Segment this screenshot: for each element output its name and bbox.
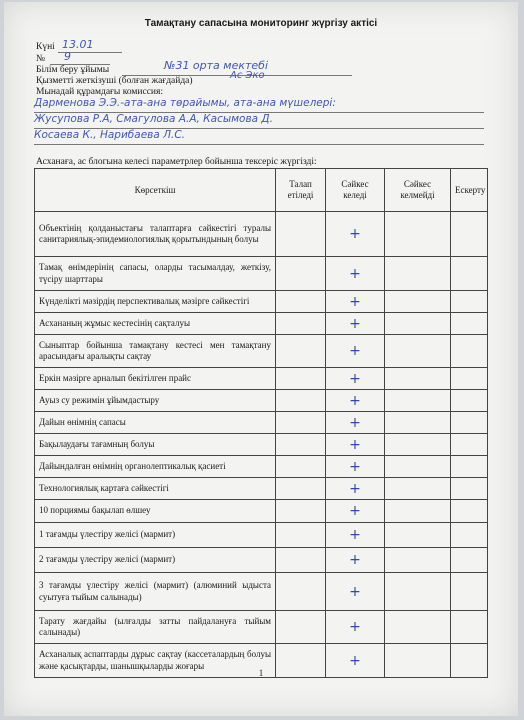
- row-indicator: Бақылаудағы тағамның болуы: [35, 434, 276, 456]
- supplier-label: Қызметті жеткізуші (болған жағдайда): [36, 76, 193, 86]
- required-cell: [276, 611, 326, 644]
- check-mark: +: [349, 293, 361, 310]
- noncompliant-cell: [385, 313, 451, 335]
- row-indicator: Тарату жағдайы (ылғалды затты пайдалануға тыйым салынады): [35, 611, 276, 644]
- check-mark: +: [349, 652, 361, 669]
- note-cell: [451, 573, 488, 611]
- note-cell: [451, 368, 488, 390]
- required-cell: [276, 548, 326, 573]
- check-mark: +: [349, 343, 361, 359]
- note-cell: [451, 335, 488, 368]
- check-mark: +: [349, 619, 361, 635]
- noncompliant-cell: [385, 257, 451, 291]
- noncompliant-cell: [385, 412, 451, 434]
- school-value: №31 орта мектебі: [164, 59, 269, 72]
- noncompliant-cell: [385, 434, 451, 456]
- table-row: [35, 412, 488, 434]
- note-cell: [451, 390, 488, 412]
- document-title: Тамақтану сапасына мониторинг жүргізу актісі: [144, 18, 378, 29]
- required-cell: [276, 313, 326, 335]
- check-mark: +: [349, 552, 361, 568]
- compliant-cell: [326, 434, 385, 456]
- page-number: 1: [258, 668, 264, 678]
- row-indicator: Сыныптар бойынша тамақтану кестесі мен тамақтану арасындағы аралықты сақтау: [35, 335, 276, 368]
- required-cell: [276, 257, 326, 291]
- header-indicator: Көрсеткіш: [35, 169, 276, 212]
- commission-line-3: Косаева К., Нарибаева Л.С.: [34, 129, 186, 141]
- note-cell: [451, 434, 488, 456]
- compliant-cell: [326, 390, 385, 412]
- note-cell: [451, 412, 488, 434]
- required-cell: [276, 390, 326, 412]
- check-mark: +: [349, 414, 361, 431]
- check-mark: +: [349, 315, 361, 332]
- required-cell: [276, 523, 326, 548]
- required-cell: [276, 573, 326, 611]
- table-row: [35, 523, 488, 548]
- noncompliant-cell: [385, 548, 451, 573]
- intro-text: Асханаға, ас блогына келесі параметрлер бойынша тексеріс жүргізді:: [36, 157, 317, 167]
- table-row: [35, 335, 488, 368]
- required-cell: [276, 368, 326, 390]
- noncompliant-cell: [385, 500, 451, 523]
- required-cell: [276, 291, 326, 313]
- row-indicator: 1 тағамды үлестіру желісі (мармит): [35, 523, 276, 548]
- table-row: [35, 368, 488, 390]
- row-indicator: Тамақ өнімдерінің сапасы, оларды тасымалдау, жеткізу, түсіру шарттары: [35, 257, 276, 291]
- check-mark: +: [349, 480, 361, 497]
- header-note: Ескерту: [451, 169, 488, 212]
- number-label: №: [36, 54, 46, 64]
- row-indicator: 10 порциямы бақылап өлшеу: [35, 500, 276, 523]
- compliant-cell: [326, 611, 385, 644]
- row-indicator: Асханалық аспаптарды дұрыс сақтау (кассеталардың болуы және қасықтарды, шанышқыларды жоғары: [35, 644, 276, 678]
- check-mark: +: [349, 527, 361, 543]
- header-noncompliant: Сәйкес келмейді: [385, 169, 451, 212]
- noncompliant-cell: [385, 611, 451, 644]
- compliant-cell: [326, 456, 385, 478]
- noncompliant-cell: [385, 456, 451, 478]
- note-cell: [451, 456, 488, 478]
- compliant-cell: [326, 548, 385, 573]
- note-cell: [451, 257, 488, 291]
- required-cell: [276, 456, 326, 478]
- note-cell: [451, 291, 488, 313]
- note-cell: [451, 548, 488, 573]
- supplier-value: Ас Эко: [230, 70, 265, 81]
- table-row: [35, 573, 488, 611]
- table-row: [35, 257, 488, 291]
- check-mark: +: [349, 436, 361, 453]
- date-value: 13.01: [62, 38, 94, 51]
- note-cell: [451, 313, 488, 335]
- table-row: [35, 456, 488, 478]
- noncompliant-cell: [385, 335, 451, 368]
- table-header-row: [35, 169, 488, 212]
- noncompliant-cell: [385, 212, 451, 257]
- required-cell: [276, 500, 326, 523]
- check-mark: +: [349, 458, 361, 475]
- note-cell: [451, 523, 488, 548]
- commission-label: Мынадай құрамдағы комиссия:: [36, 87, 164, 97]
- table-row: [35, 212, 488, 257]
- required-cell: [276, 478, 326, 500]
- note-cell: [451, 212, 488, 257]
- header-compliant: Сәйкес келеді: [326, 169, 385, 212]
- compliant-cell: [326, 291, 385, 313]
- compliant-cell: [326, 313, 385, 335]
- table-row: [35, 313, 488, 335]
- compliant-cell: [326, 257, 385, 291]
- number-value: 9: [64, 50, 71, 63]
- compliant-cell: [326, 335, 385, 368]
- compliant-cell: [326, 478, 385, 500]
- compliant-cell: [326, 573, 385, 611]
- check-mark: +: [349, 583, 361, 600]
- row-indicator: 3 тағамды үлестіру желісі (мармит) (алюминий ыдыста суытуға тыйым салынады): [35, 573, 276, 611]
- row-indicator: Асхананың жұмыс кестесінің сақталуы: [35, 313, 276, 335]
- row-indicator: 2 тағамды үлестіру желісі (мармит): [35, 548, 276, 573]
- row-indicator: Дайындалған өнімнің органолептикалық қасиеті: [35, 456, 276, 478]
- required-cell: [276, 412, 326, 434]
- noncompliant-cell: [385, 523, 451, 548]
- row-indicator: Технологиялық картаға сәйкестігі: [35, 478, 276, 500]
- required-cell: [276, 434, 326, 456]
- table-row: [35, 291, 488, 313]
- document-page: [4, 2, 518, 716]
- compliant-cell: [326, 412, 385, 434]
- table-row: [35, 500, 488, 523]
- commission-line-2: Жусупова Р.А, Смагулова А.А, Касымова Д.: [34, 113, 273, 125]
- header-required: Талап етіледі: [276, 169, 326, 212]
- noncompliant-cell: [385, 368, 451, 390]
- note-cell: [451, 611, 488, 644]
- note-cell: [451, 478, 488, 500]
- table-row: [35, 548, 488, 573]
- table-row: [35, 611, 488, 644]
- row-indicator: Объектінің қолданыстағы талаптарға сәйкестігі туралы санитариялық-эпидемиологиялық қорытындының болуы: [35, 212, 276, 257]
- date-label: Күні: [36, 42, 55, 52]
- noncompliant-cell: [385, 291, 451, 313]
- commission-line-1: Дарменова Э.Э.-ата-ана төрайымы, ата-ана мүшелері:: [34, 97, 336, 109]
- noncompliant-cell: [385, 390, 451, 412]
- table-row: [35, 478, 488, 500]
- row-indicator: Еркін мәзірге арналып бекітілген прайс: [35, 368, 276, 390]
- school-label: Білім беру ұйымы: [36, 65, 110, 75]
- check-mark: +: [349, 503, 361, 519]
- table-row: [35, 434, 488, 456]
- required-cell: [276, 335, 326, 368]
- check-mark: +: [349, 226, 361, 242]
- compliant-cell: [326, 368, 385, 390]
- required-cell: [276, 212, 326, 257]
- check-mark: +: [349, 392, 361, 409]
- row-indicator: Дайын өнімнің сапасы: [35, 412, 276, 434]
- table-row: [35, 390, 488, 412]
- monitoring-table: [34, 168, 488, 678]
- row-indicator: Күнделікті мәзірдің перспективалық мәзірге сәйкестігі: [35, 291, 276, 313]
- row-indicator: Ауыз су режимін ұйымдастыру: [35, 390, 276, 412]
- compliant-cell: [326, 523, 385, 548]
- noncompliant-cell: [385, 573, 451, 611]
- check-mark: +: [349, 370, 361, 387]
- compliant-cell: [326, 212, 385, 257]
- note-cell: [451, 500, 488, 523]
- check-mark: +: [349, 265, 361, 282]
- noncompliant-cell: [385, 478, 451, 500]
- compliant-cell: [326, 500, 385, 523]
